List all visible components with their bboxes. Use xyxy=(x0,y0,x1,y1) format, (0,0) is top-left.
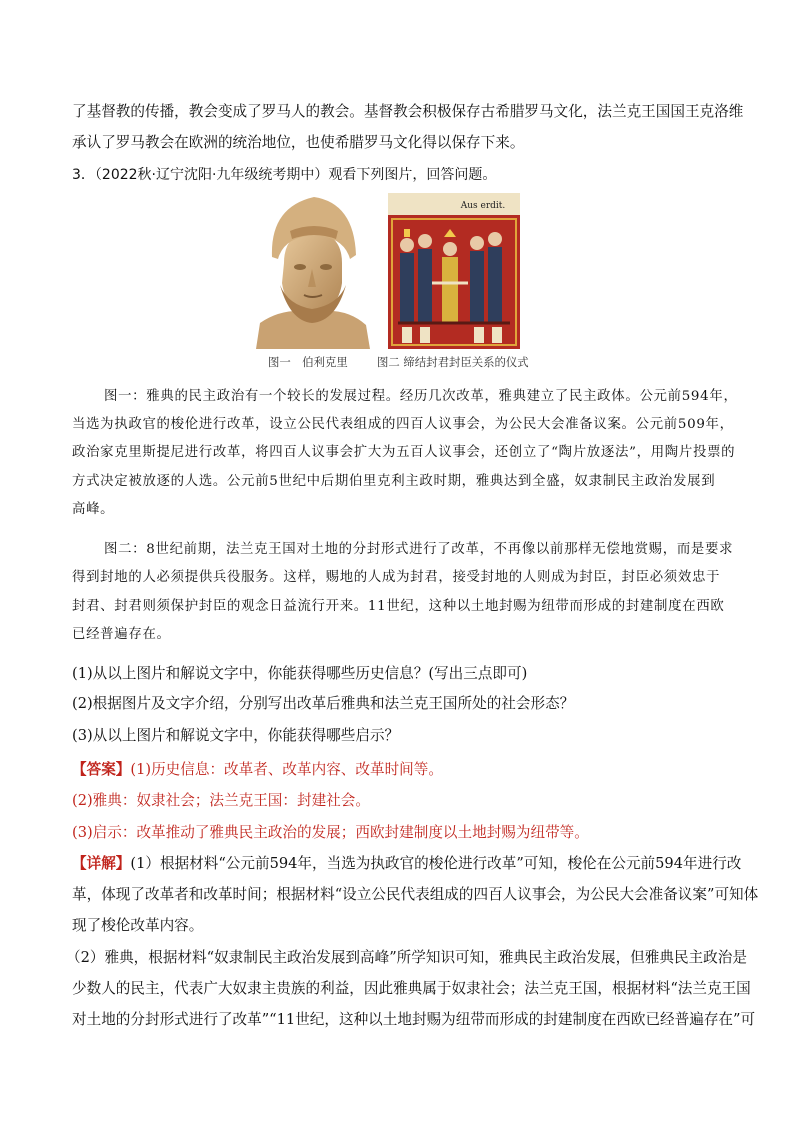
passage1-line-5: 高峰。 xyxy=(72,502,115,517)
detail-line-4: （2）雅典，根据材料“奴隶制民主政治发展到高峰”所学知识可知，雅典民主政治发展，但雅典民主政治是 xyxy=(66,949,747,966)
detail-text-1: (1）根据材料“公元前594年，当选为执政官的梭伦进行改革”可知，梭伦在公元前594年进行改 xyxy=(130,855,742,872)
answer-line-3: (3)启示：改革推动了雅典民主政治的发展；西欧封建制度以土地封赐为纽带等。 xyxy=(72,824,589,841)
passage1-line-4: 方式决定被放逐的人选。公元前5世纪中后期伯里克利主政时期，雅典达到全盛，奴隶制民主政治发展到 xyxy=(72,474,716,489)
answer-line-1 xyxy=(72,758,443,779)
manuscript-heading: Aus erdit. xyxy=(460,201,506,211)
intro-line-2: 承认了罗马教会在欧洲的统治地位，也使希腊罗马文化得以保存下来。 xyxy=(72,134,525,151)
answer-text-1: (1)历史信息：改革者、改革内容、改革时间等。 xyxy=(130,761,443,778)
passage2-line-2: 得到封地的人必须提供兵役服务。这样，赐地的人成为封君，接受封地的人则成为封臣，封臣必须效忠于 xyxy=(72,570,721,585)
answer-line-2: (2)雅典：奴隶社会；法兰克王国：封建社会。 xyxy=(72,792,370,809)
intro-line-1: 了基督教的传播，教会变成了罗马人的教会。基督教会积极保存古希腊罗马文化，法兰克王国国王克洛维 xyxy=(72,103,744,120)
figure-captions xyxy=(268,354,529,370)
detail-line-2: 革，体现了改革者和改革时间；根据材料“设立公民代表组成的四百人议事会，为公民大会准备议案”可知体 xyxy=(72,886,759,903)
ceremony-manuscript-image xyxy=(388,193,520,349)
passage2-line-3: 封君、封君则须保护封臣的观念日益流行开来。11世纪，这种以土地封赐为纽带而形成的封建制度在西欧 xyxy=(72,599,725,614)
detail-tag: 【详解】 xyxy=(72,855,131,872)
answer-tag: 【答案】 xyxy=(72,761,131,778)
passage1-line-2: 当选为执政官的梭伦进行改革，设立公民代表组成的四百人议事会，为公民大会准备议案。公元前509年， xyxy=(72,417,734,432)
pericles-bust-image xyxy=(250,193,374,349)
detail-line-5: 少数人的民主，代表广大奴隶主贵族的利益，因此雅典属于奴隶社会；法兰克王国，根据材料“法兰克王国 xyxy=(72,980,751,997)
passage2-line-4: 已经普遍存在。 xyxy=(72,627,171,642)
caption-figure-2: 图二 缔结封君封臣关系的仪式 xyxy=(377,355,529,369)
caption-figure-1: 图一 伯利克里 xyxy=(268,355,348,369)
figure-group xyxy=(250,193,550,378)
question-stem: 3．（2022秋·辽宁沈阳·九年级统考期中）观看下列图片，回答问题。 xyxy=(72,167,497,183)
passage1-line-3: 政治家克里斯提尼进行改革，将四百人议事会扩大为五百人议事会，还创立了“陶片放逐法”，用陶片投票的 xyxy=(72,445,736,460)
passage1-line-1: 图一：雅典的民主政治有一个较长的发展过程。经历几次改革，雅典建立了民主政体。公元前594年， xyxy=(104,389,738,404)
passage2-line-1: 图二：8世纪前期，法兰克王国对土地的分封形式进行了改革，不再像以前那样无偿地赏赐，而是要求 xyxy=(104,542,734,557)
subquestion-1: (1)从以上图片和解说文字中，你能获得哪些历史信息？(写出三点即可) xyxy=(72,665,528,682)
subquestion-2: (2)根据图片及文字介绍，分别写出改革后雅典和法兰克王国所处的社会形态？ xyxy=(72,695,575,712)
subquestion-3: (3)从以上图片和解说文字中，你能获得哪些启示？ xyxy=(72,727,400,744)
detail-line-6: 对土地的分封形式进行了改革”“11世纪，这种以土地封赐为纽带而形成的封建制度在西欧已经普遍存在”可 xyxy=(72,1011,756,1028)
detail-line-3: 现了梭伦改革内容。 xyxy=(72,917,204,934)
detail-line-1 xyxy=(72,852,741,873)
